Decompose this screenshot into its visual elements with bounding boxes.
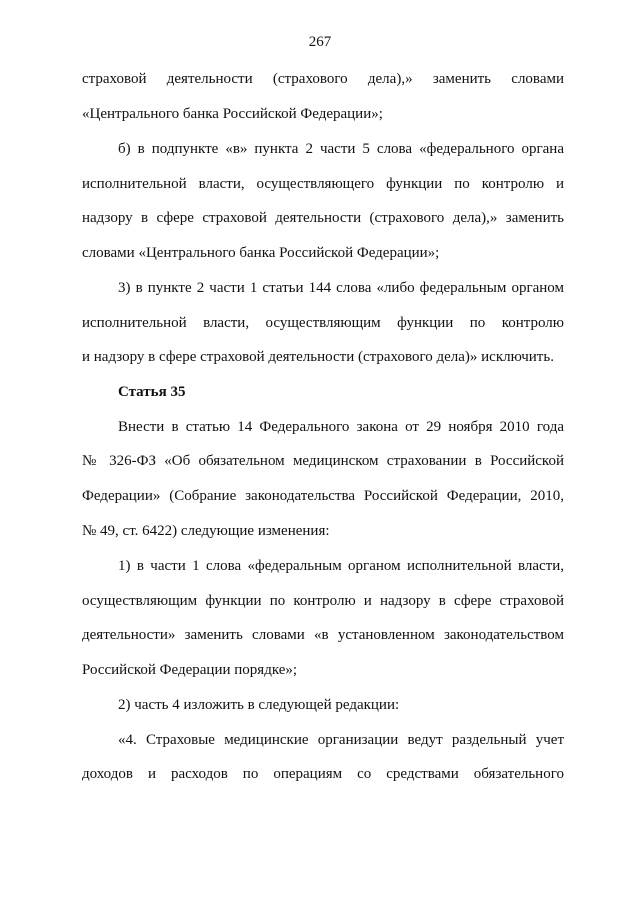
article-heading: Статья 35 [118,384,186,400]
page-number: 267 [308,34,332,50]
text-line: Федерации» (Собрание законодательства Российской Федерации, 2010, [82,488,564,504]
text-line: и надзору в сфере страховой деятельности (страхового дела)» исключить. [82,349,554,365]
text-line: «Центрального банка Российской Федерации»; [82,106,383,122]
text-line: № 326-ФЗ «Об обязательном медицинском страховании в Российской [82,453,564,469]
text-line: исполнительной власти, осуществляющего функции по контролю и [82,176,564,192]
text-line: деятельности» заменить словами «в установленном законодательством [82,627,564,643]
text-line: осуществляющим функции по контролю и надзору в сфере страховой [82,593,564,609]
text-line: Внести в статью 14 Федерального закона от 29 ноября 2010 года [118,419,564,435]
text-line: Российской Федерации порядке»; [82,662,298,678]
text-line: 1) в части 1 слова «федеральным органом исполнительной власти, [118,558,564,574]
text-line: № 49, ст. 6422) следующие изменения: [82,523,330,539]
text-line: «4. Страховые медицинские организации ведут раздельный учет [118,732,564,748]
text-line: страховой деятельности (страхового дела),» заменить словами [82,71,564,87]
text-line: словами «Центрального банка Российской Федерации»; [82,245,440,261]
text-line: исполнительной власти, осуществляющим функции по контролю [82,315,564,331]
text-line: доходов и расходов по операциям со средствами обязательного [82,766,564,782]
text-line: б) в подпункте «в» пункта 2 части 5 слова «федерального органа [118,141,564,157]
text-line: 2) часть 4 изложить в следующей редакции: [118,697,400,713]
text-line: надзору в сфере страховой деятельности (страхового дела),» заменить [82,210,564,226]
text-line: 3) в пункте 2 части 1 статьи 144 слова «либо федеральным органом [118,280,564,296]
